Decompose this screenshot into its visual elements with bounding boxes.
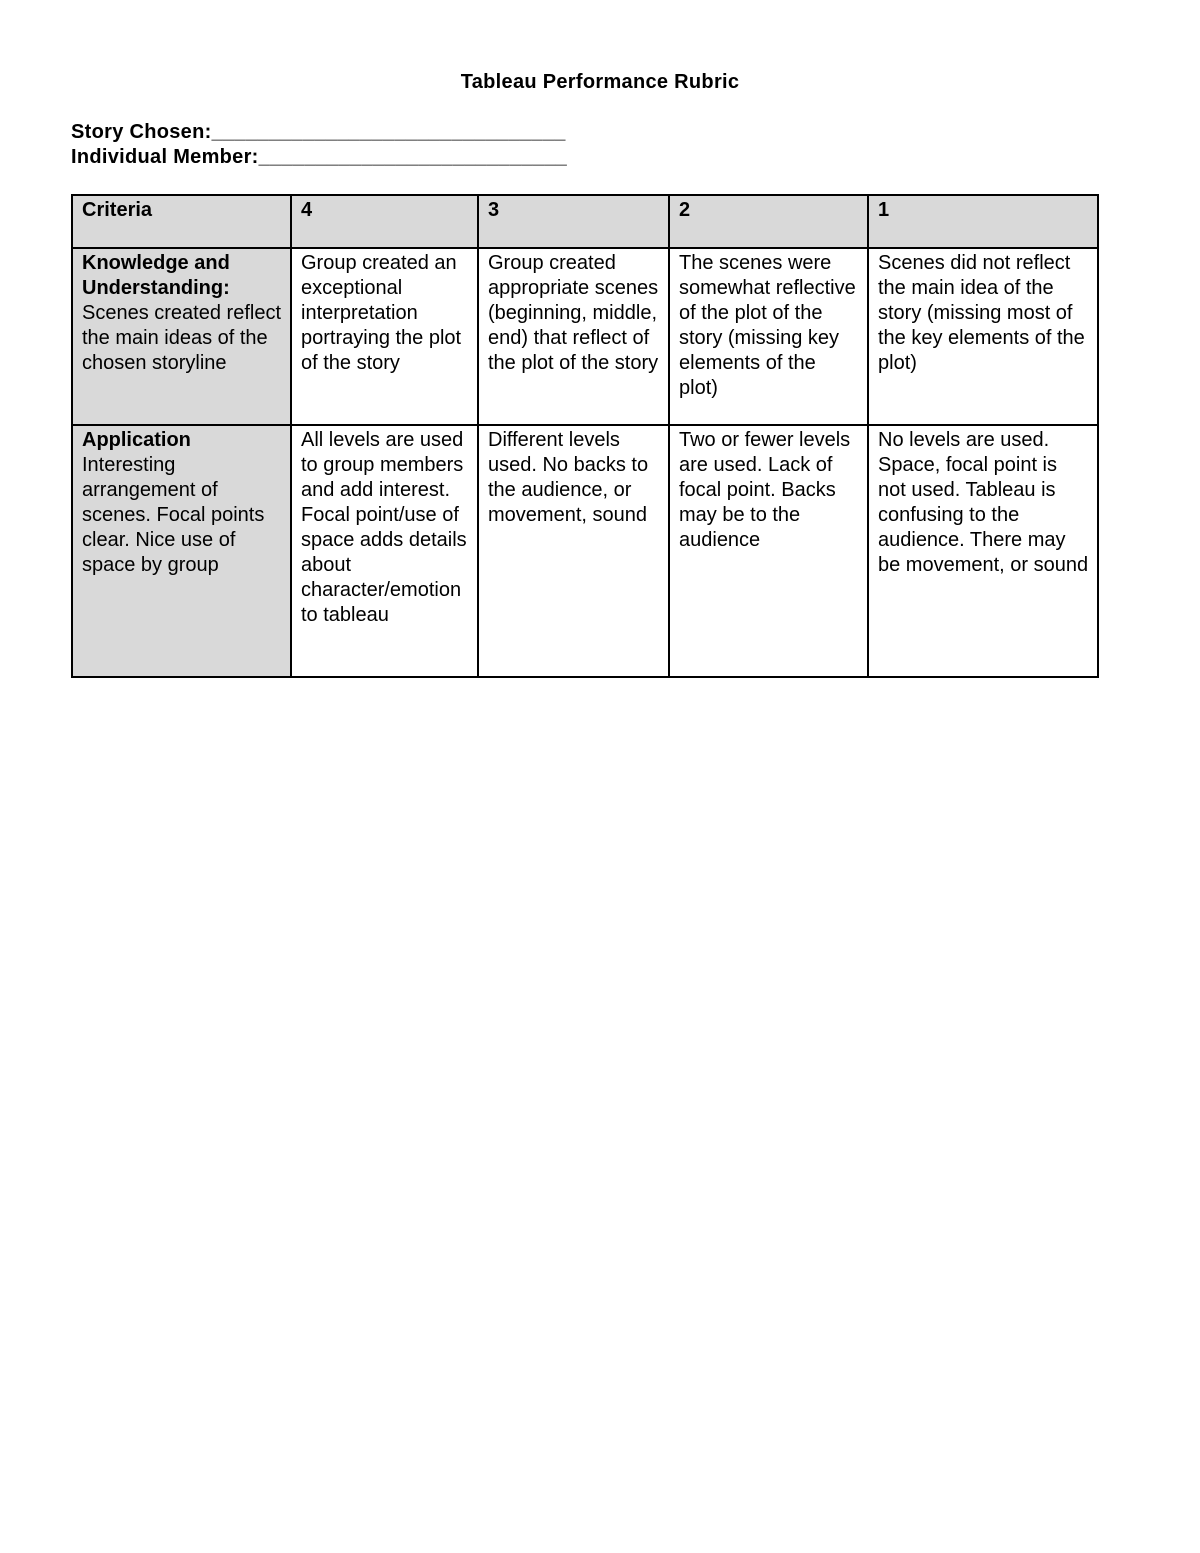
header-score-1: 1 (868, 195, 1098, 248)
score-1-cell: No levels are used. Space, focal point is not used. Tableau is confusing to the audience. There may be movement, or sound (868, 425, 1098, 677)
score-2-cell: Two or fewer levels are used. Lack of focal point. Backs may be to the audience (669, 425, 868, 677)
score-2-cell: The scenes were somewhat reflective of the plot of the story (missing key elements of the plot) (669, 248, 868, 425)
score-4-cell: All levels are used to group members and add interest. Focal point/use of space adds details about character/emotion to tableau (291, 425, 478, 677)
table-row (72, 248, 1098, 425)
criteria-cell (72, 248, 291, 425)
page-title: Tableau Performance Rubric (460, 71, 740, 93)
score-3-cell: Different levels used. No backs to the audience, or movement, sound (478, 425, 669, 677)
header-criteria: Criteria (72, 195, 291, 248)
table-header-row (72, 195, 1098, 248)
table-row (72, 425, 1098, 677)
header-score-4: 4 (291, 195, 478, 248)
header-score-3: 3 (478, 195, 669, 248)
criteria-title: Application (82, 429, 191, 451)
header-score-2: 2 (669, 195, 868, 248)
criteria-title: Knowledge and Understanding: (82, 252, 230, 299)
story-chosen-field: Story Chosen:_______________________________ (71, 121, 566, 143)
rubric-table (71, 194, 1099, 678)
criteria-cell (72, 425, 291, 677)
score-3-cell: Group created appropriate scenes (beginning, middle, end) that reflect of the plot of the story (478, 248, 669, 425)
criteria-description: Interesting arrangement of scenes. Focal points clear. Nice use of space by group (82, 454, 265, 576)
score-1-cell: Scenes did not reflect the main idea of the story (missing most of the key elements of the plot) (868, 248, 1098, 425)
criteria-description: Scenes created reflect the main ideas of the chosen storyline (82, 302, 281, 374)
score-4-cell: Group created an exceptional interpretation portraying the plot of the story (291, 248, 478, 425)
individual-member-field: Individual Member:___________________________ (71, 146, 568, 168)
